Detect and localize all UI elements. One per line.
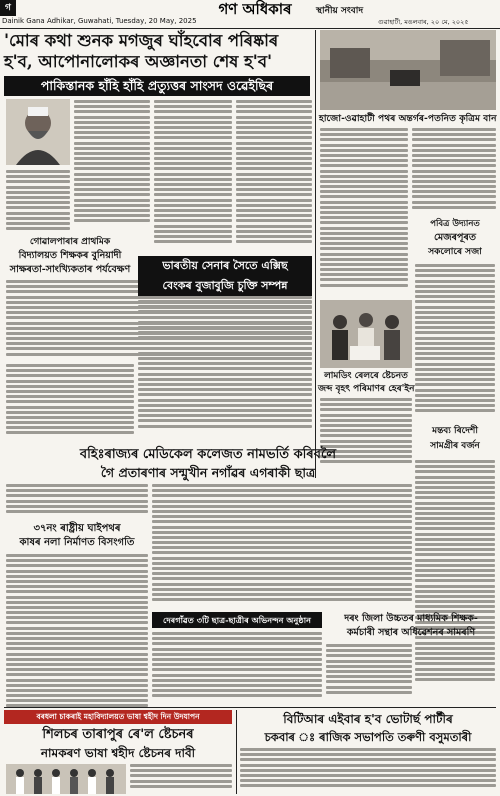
top-headline xyxy=(4,30,314,72)
right-box-2-title xyxy=(415,424,495,458)
text-column xyxy=(152,484,412,614)
text-column xyxy=(154,100,232,256)
top-subhead: পাকিস্তানক হাঁহি হাঁহি প্ৰত্যুত্তৰ সাংসদ ওৱেইছিৰ xyxy=(4,76,310,96)
bottom-left-headline-line-1: শিলচৰ তাৰাপুৰ ৰে'ল ষ্টেচনৰ xyxy=(42,727,194,742)
dateline-english: Dainik Gana Adhikar, Guwahati, Tuesday, 20 May, 2025 xyxy=(2,17,197,25)
road-flood-photo xyxy=(320,30,496,110)
highway-headline-line-1: ৩৭নং ৰাষ্ট্ৰীয় ঘাইপথৰ xyxy=(33,523,121,534)
top-headline-line-2: হ'ব, আপোনালোকৰ অজ্ঞানতা শেষ হ'ব' xyxy=(4,52,273,71)
bottom-right-headline-line-2: চকবাৰ ঃ ৰাজিক সভাপতি তৰুণী বসুমতাৰী xyxy=(264,730,472,744)
text-column xyxy=(152,632,322,708)
medical-headline xyxy=(4,446,412,482)
road-flood-headline: হাজো-ওৱাহাটী পথৰ অন্তৰ্গৰ-পতনিত কৃত্ৰিম বান xyxy=(319,113,497,124)
lamding-headline-line-1: লামডিং ৰেলৰে ষ্টেচনত xyxy=(324,371,408,381)
text-column xyxy=(6,170,70,232)
text-column xyxy=(326,644,412,704)
right-box-1-line-3: সকলোৰে সজা xyxy=(428,247,482,257)
top-headline-line-1: 'মোৰ কথা শুনক মগজুৰ ঘাঁহবোৰ পৰিষ্কাৰ xyxy=(4,31,279,50)
owaisi-photo xyxy=(6,99,70,165)
right-box-2-line-2: সামগ্ৰীৰ বৰ্জন xyxy=(430,441,480,451)
text-column xyxy=(415,460,495,700)
edition-label: স্থানীয় সংবাদ xyxy=(316,6,364,16)
darang-headline-line-1: দৰং জিলা উচ্চতৰ মাধ্যমিক শিক্ষক- xyxy=(344,613,478,624)
text-column xyxy=(138,300,312,440)
text-column xyxy=(74,100,150,230)
group-photo-icon xyxy=(6,764,126,794)
text-column xyxy=(6,554,148,754)
page-header xyxy=(0,0,500,29)
masthead: গণ অধিকাৰ xyxy=(218,0,292,18)
bottom-left-headline-line-2: নামকৰণ ভাষা শ্বহীদ ষ্টেচনৰ দাবী xyxy=(40,746,196,760)
person-photo-icon xyxy=(6,99,70,165)
text-column xyxy=(412,128,496,214)
right-box-1-line-1: পবিত্ৰ উদ্যানত xyxy=(430,219,480,229)
paper-logo-icon: গ xyxy=(0,0,16,16)
group-photo-icon xyxy=(320,300,412,368)
bottom-right-headline-line-1: বিটিআৰ এইবাৰ হ'ব ভোটাৰ্ছ পাৰ্টীৰ xyxy=(283,712,453,726)
army-headline-line-1: ভাৰতীয় সেনাৰ সৈতে এক্সিছ xyxy=(162,259,288,272)
medical-headline-line-2: গৈ প্ৰতাৰণাৰ সন্মুখীন নগাঁৱৰ এগৰাকী ছাত্ৰ xyxy=(100,465,316,480)
darang-headline-line-2: কৰ্মচাৰী সন্থাৰ অধিৱেশনৰ সামৰণি xyxy=(346,627,476,638)
text-column xyxy=(130,764,232,794)
bottom-left-headline xyxy=(4,726,232,762)
right-box-1-line-2: মেজৰপূৰত xyxy=(434,232,476,243)
highway-headline-line-2: কাষৰ নলা নিৰ্মাণত বিসংগতি xyxy=(19,537,135,548)
army-headline-line-2: বেংকৰ বুজাবুজি চুক্তি সম্পন্ন xyxy=(162,279,288,292)
bottom-left-kicker: বৰধলা চাকৰাই মহাবিদ্যালয়ত ভাষা শ্বহীদ দিন উদযাপন xyxy=(4,710,232,724)
text-column xyxy=(415,264,495,422)
highway-headline xyxy=(6,522,148,550)
school-headline-line-3: সাক্ষৰতা-সাংখ্যিকতাৰ পৰ্যবেক্ষণ xyxy=(9,264,131,275)
school-headline-line-2: বিদ্যালয়ত শিক্ষকৰ বুনিয়াদী xyxy=(18,250,122,261)
dateline-assamese: গুৱাহাটী, মঙলবাৰ, ২০ মে, ২০২৫ xyxy=(378,18,469,26)
text-column xyxy=(236,100,312,256)
right-box-1-title xyxy=(415,218,495,262)
text-column xyxy=(320,128,408,298)
text-column xyxy=(6,364,134,444)
lamding-headline-line-2: জব্দ বৃহৎ পৰিমাণৰ হেৰ'ইন xyxy=(318,384,415,394)
medical-headline-line-1: বহিঃৰাজ্যৰ মেডিকেল কলেজত নামভৰ্তি কৰিবলৈ xyxy=(79,447,337,462)
silchar-group-photo xyxy=(6,764,126,794)
army-headline xyxy=(138,256,312,296)
school-headline-line-1: গোৱালপাৰাৰ প্ৰাথমিক xyxy=(29,237,111,247)
lamding-photo xyxy=(320,300,412,368)
right-box-2-line-1: মন্তব্য ৰিদেশী xyxy=(432,426,478,436)
column-divider xyxy=(236,710,237,794)
section-divider xyxy=(4,707,496,708)
bottom-right-headline xyxy=(240,710,496,746)
devi-headline: দেৰগাঁৱত ৩টি ছাত্ৰ-ছাত্ৰীৰ অভিনন্দন অনুষ্ঠান xyxy=(152,612,322,628)
text-column xyxy=(240,748,496,794)
lamding-headline xyxy=(318,370,414,396)
school-headline xyxy=(6,236,134,277)
street-photo-icon xyxy=(320,30,496,110)
column-divider xyxy=(315,30,316,478)
text-column xyxy=(6,484,148,520)
darang-headline xyxy=(326,612,496,640)
